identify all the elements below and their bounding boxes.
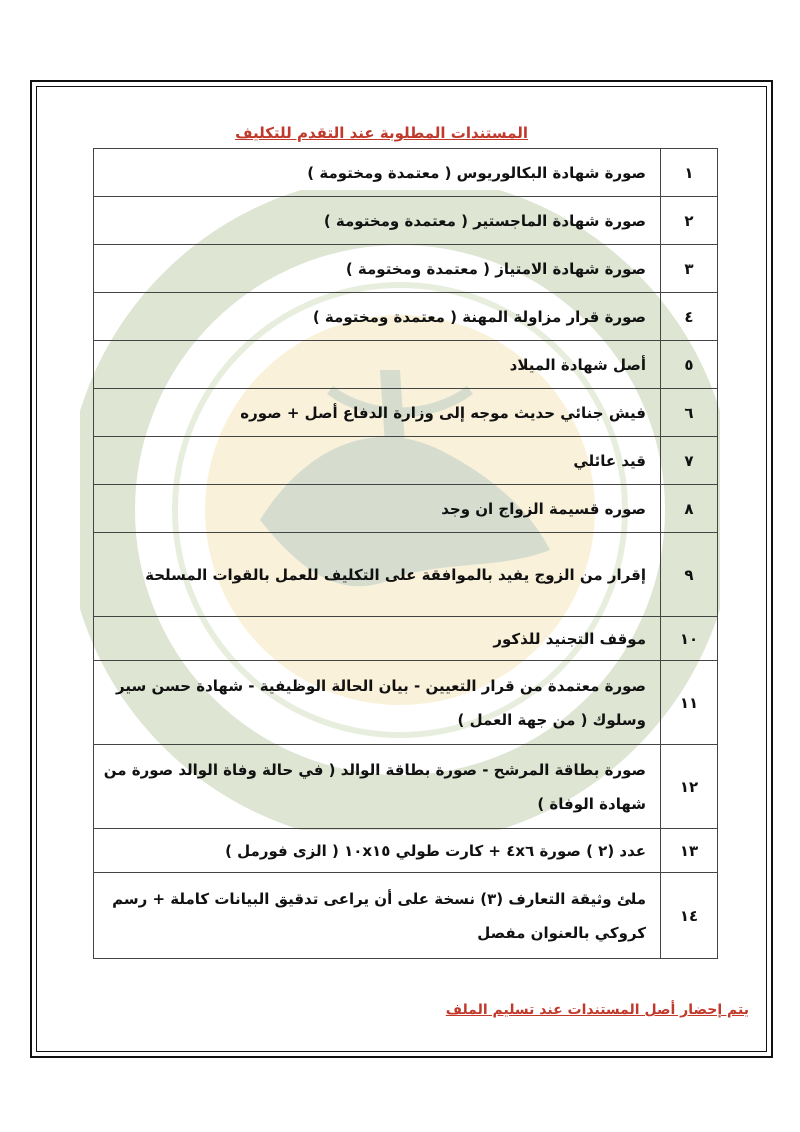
row-number: ٩	[661, 533, 718, 617]
table-row	[94, 197, 718, 245]
table-row	[94, 245, 718, 293]
row-number: ٥	[661, 341, 718, 389]
table-row	[94, 485, 718, 533]
table-row	[94, 533, 718, 617]
row-number: ١٠	[661, 617, 718, 661]
row-text: قيد عائلي	[94, 437, 661, 485]
row-number: ١٤	[661, 873, 718, 959]
table-row	[94, 873, 718, 959]
table-row	[94, 437, 718, 485]
table-row	[94, 149, 718, 197]
row-number: ١١	[661, 661, 718, 745]
row-text: عدد (٢ ) صورة ٤x٦ + كارت طولي ١٠x١٥ ( الزى فورمل )	[94, 829, 661, 873]
table-row	[94, 341, 718, 389]
row-text: صوره قسيمة الزواج ان وجد	[94, 485, 661, 533]
table-row	[94, 829, 718, 873]
row-text: صورة معتمدة من قرار التعيين - بيان الحالة الوظيفية - شهادة حسن سير وسلوك ( من جهة العمل )	[94, 661, 661, 745]
row-text: صورة شهادة الامتياز ( معتمدة ومختومة )	[94, 245, 661, 293]
table-row	[94, 389, 718, 437]
row-number: ٤	[661, 293, 718, 341]
row-text: فيش جنائي حديث موجه إلى وزارة الدفاع أصل + صوره	[94, 389, 661, 437]
table-row	[94, 661, 718, 745]
footer-note: يتم إحضار أصل المستندات عند تسليم الملف	[445, 1002, 749, 1018]
row-text: صورة شهادة الماجستير ( معتمدة ومختومة )	[94, 197, 661, 245]
row-text: صورة قرار مزاولة المهنة ( معتمدة ومختومة )	[94, 293, 661, 341]
row-text: صورة بطاقة المرشح - صورة بطاقة الوالد ( في حالة وفاة الوالد صورة من شهادة الوفاة )	[94, 745, 661, 829]
row-number: ١٣	[661, 829, 718, 873]
document-title: المستندات المطلوبة عند التقدم للتكليف	[235, 124, 528, 142]
row-number: ١٢	[661, 745, 718, 829]
row-number: ٧	[661, 437, 718, 485]
row-number: ١	[661, 149, 718, 197]
row-text: موقف التجنيد للذكور	[94, 617, 661, 661]
documents-table	[93, 148, 718, 959]
row-text: ملئ وثيقة التعارف (٣) نسخة على أن يراعى تدقيق البيانات كاملة + رسم كروكي بالعنوان مفصل	[94, 873, 661, 959]
row-number: ٣	[661, 245, 718, 293]
row-number: ٢	[661, 197, 718, 245]
row-number: ٦	[661, 389, 718, 437]
row-number: ٨	[661, 485, 718, 533]
row-text: أصل شهادة الميلاد	[94, 341, 661, 389]
row-text: صورة شهادة البكالوريوس ( معتمدة ومختومة )	[94, 149, 661, 197]
table-row	[94, 293, 718, 341]
row-text: إقرار من الزوج يفيد بالموافقة على التكليف للعمل بالقوات المسلحة	[94, 533, 661, 617]
table-row	[94, 617, 718, 661]
table-row	[94, 745, 718, 829]
